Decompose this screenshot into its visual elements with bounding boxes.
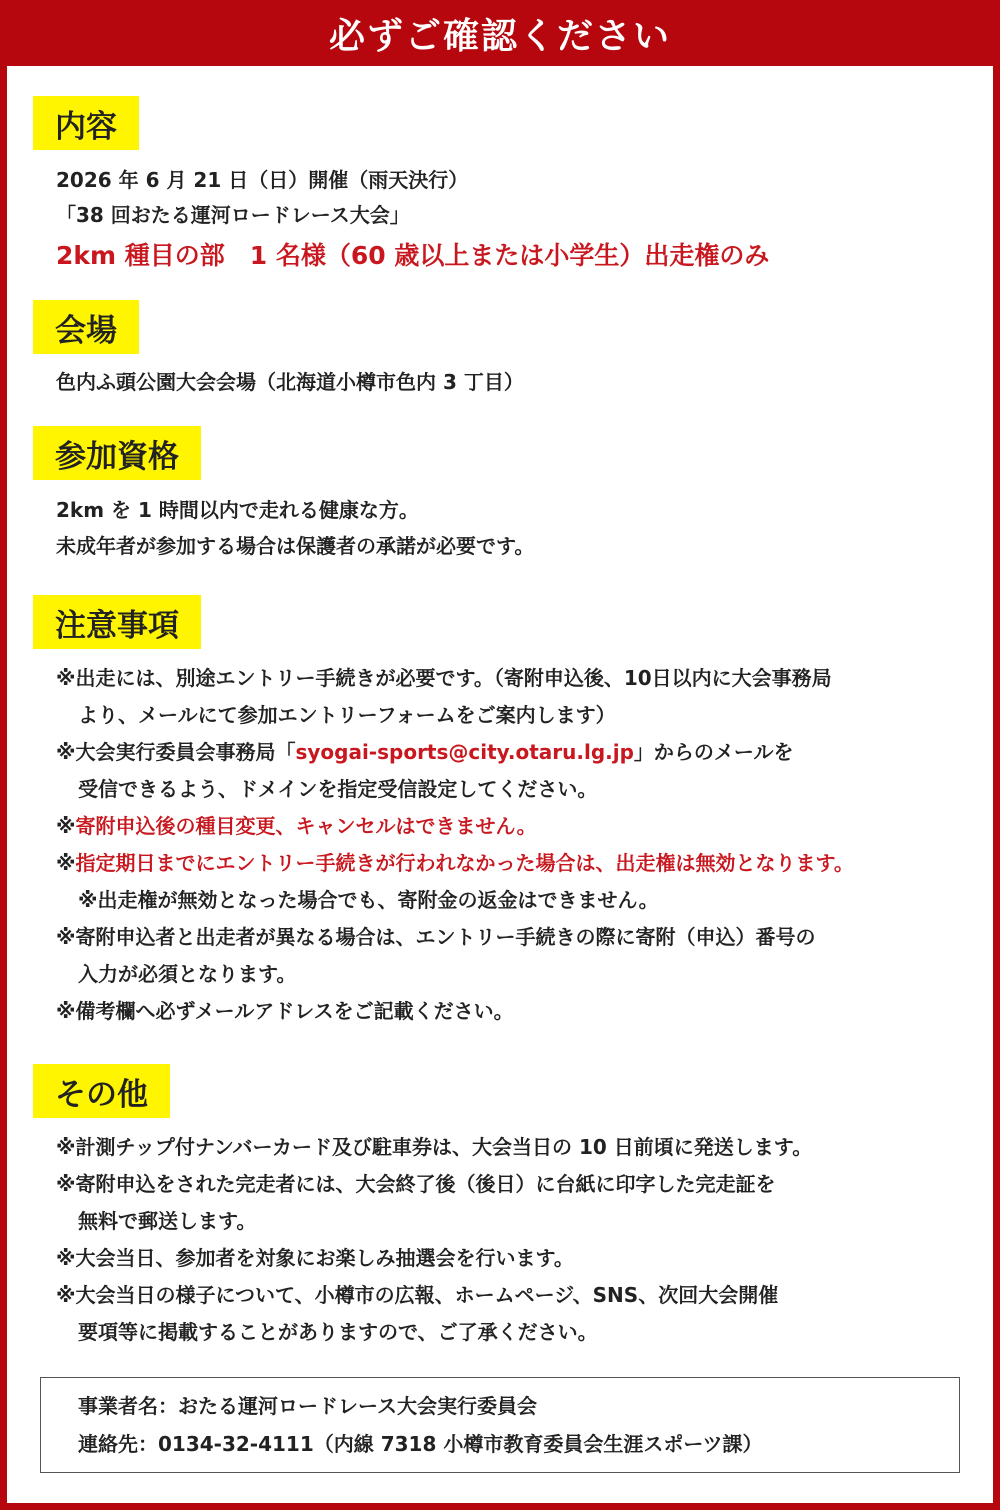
event-name: 「38 回おたる運河ロードレース大会」 bbox=[56, 203, 410, 227]
contact-phone: 連絡先：0134-32-4111（内線 7318 小樽市教育委員会生涯スポーツ課） bbox=[78, 1432, 763, 1456]
section-heading-eligibility: 参加資格 bbox=[33, 426, 201, 480]
note-mark: ※ bbox=[56, 851, 76, 875]
other-certificate: ※寄附申込をされた完走者には、大会終了後（後日）に台紙に印字した完走証を bbox=[56, 1172, 776, 1196]
note-donation-number: ※寄附申込者と出走者が異なる場合は、エントリー手続きの際に寄附（申込）番号の bbox=[56, 925, 816, 949]
contact-box bbox=[40, 1377, 960, 1473]
note-email-domain bbox=[56, 738, 794, 766]
note-email-remark: ※備考欄へ必ずメールアドレスをご記載ください。 bbox=[56, 999, 514, 1023]
other-shipping: ※計測チップ付ナンバーカード及び駐車券は、大会当日の 10 日前頃に発送します。 bbox=[56, 1135, 813, 1159]
venue-address: 色内ふ頭公園大会会場（北海道小樽市色内 3 丁目） bbox=[56, 370, 524, 394]
eligibility-line-2: 未成年者が参加する場合は保護者の承諾が必要です。 bbox=[56, 534, 535, 558]
note-donation-number-cont: 入力が必須となります。 bbox=[78, 962, 297, 986]
page-title: 必ずご確認ください bbox=[328, 15, 671, 57]
entry-category: 2km 種目の部 1 名様（60 歳以上または小学生）出走権のみ bbox=[56, 241, 770, 270]
other-certificate-cont: 無料で郵送します。 bbox=[78, 1209, 257, 1233]
section-heading-other: その他 bbox=[33, 1064, 170, 1118]
section-heading-venue: 会場 bbox=[33, 300, 139, 354]
note-email-domain-cont: 受信できるよう、ドメインを指定受信設定してください。 bbox=[78, 777, 598, 801]
note-no-refund: ※出走権が無効となった場合でも、寄附金の返金はできません。 bbox=[78, 888, 659, 912]
note-email-prefix: ※大会実行委員会事務局「 bbox=[56, 740, 296, 764]
event-date: 2026 年 6 月 21 日（日）開催（雨天決行） bbox=[56, 168, 469, 192]
note-email-suffix: 」からのメールを bbox=[633, 740, 794, 764]
note-deadline-warning-text: 指定期日までにエントリー手続きが行われなかった場合は、出走権は無効となります。 bbox=[75, 851, 854, 875]
section-heading-content: 内容 bbox=[33, 96, 139, 150]
eligibility-line-1: 2km を 1 時間以内で走れる健康な方。 bbox=[56, 498, 419, 522]
note-entry-required-cont: より、メールにて参加エントリーフォームをご案内します） bbox=[78, 703, 616, 727]
other-lottery: ※大会当日、参加者を対象にお楽しみ抽選会を行います。 bbox=[56, 1246, 574, 1270]
contact-email-link[interactable]: syogai-sports@city.otaru.lg.jp bbox=[295, 740, 634, 764]
other-publicity: ※大会当日の様子について、小樽市の広報、ホームページ、SNS、次回大会開催 bbox=[56, 1283, 779, 1307]
other-publicity-cont: 要項等に掲載することがありますので、ご了承ください。 bbox=[78, 1320, 598, 1344]
note-mark: ※ bbox=[56, 814, 76, 838]
note-entry-required: ※出走には、別途エントリー手続きが必要です。（寄附申込後、10日以内に大会事務局 bbox=[56, 666, 832, 690]
note-no-cancel bbox=[56, 812, 537, 840]
note-no-cancel-text: 寄附申込後の種目変更、キャンセルはできません。 bbox=[75, 814, 537, 838]
note-deadline-warning bbox=[56, 849, 854, 877]
operator-name: 事業者名：おたる運河ロードレース大会実行委員会 bbox=[78, 1394, 537, 1418]
section-heading-notes: 注意事項 bbox=[33, 595, 201, 649]
page-title-banner bbox=[0, 0, 1000, 66]
